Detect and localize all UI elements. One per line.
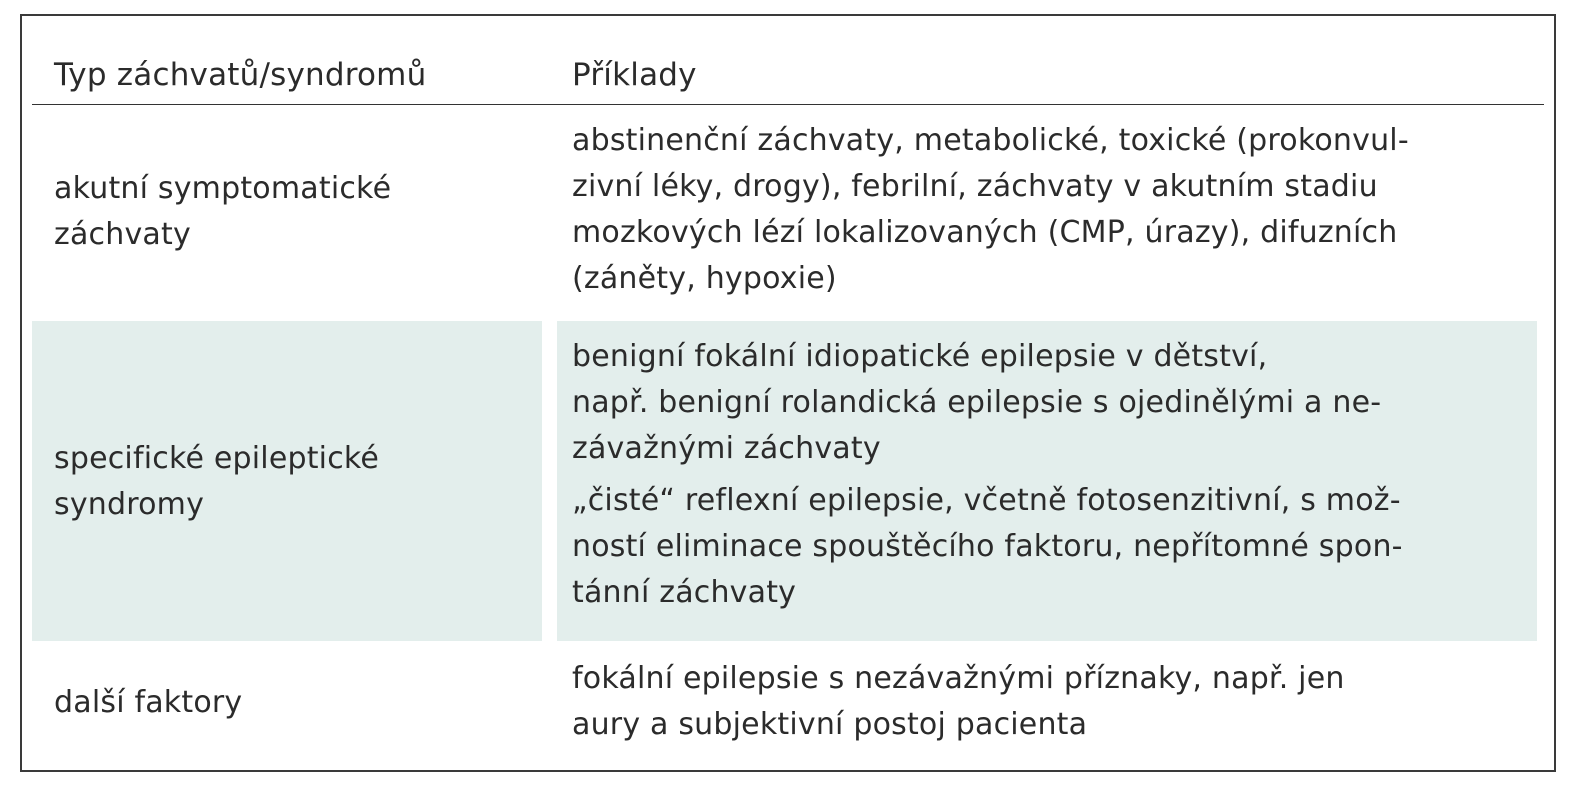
table-frame: [20, 14, 1556, 772]
example-line: „čisté“ reflexní epilepsie, včetně fotosenzitivní, s mož-: [572, 483, 1401, 518]
row-examples: [572, 656, 1532, 748]
example-line: tánní záchvaty: [572, 575, 797, 610]
row-type-line: akutní symptomatické: [54, 171, 392, 206]
example-line: aury a subjektivní postoj pacienta: [572, 707, 1088, 742]
header-type: Typ záchvatů/syndromů: [54, 57, 427, 93]
example-line: zivní léky, drogy), febrilní, záchvaty v akutním stadiu: [572, 169, 1378, 204]
row-type-line: záchvaty: [54, 217, 191, 252]
row-type: [54, 166, 391, 258]
row-type-line: další faktory: [54, 685, 243, 720]
header-examples: Příklady: [572, 57, 697, 93]
example-line: abstinenční záchvaty, metabolické, toxické (prokonvul-: [572, 123, 1409, 158]
example-line: (záněty, hypoxie): [572, 261, 837, 296]
example-paragraph: [572, 478, 1532, 616]
row-type-line: syndromy: [54, 487, 205, 522]
row-type: [54, 436, 379, 528]
example-line: závažnými záchvaty: [572, 431, 881, 466]
example-paragraph: [572, 334, 1532, 472]
example-line: fokální epilepsie s nezávažnými příznaky, např. jen: [572, 661, 1345, 696]
example-line: ností eliminace spouštěcího faktoru, nepřítomné spon-: [572, 529, 1403, 564]
example-line: benigní fokální idiopatické epilepsie v dětství,: [572, 339, 1268, 374]
row-type: [54, 680, 242, 726]
row-examples: [572, 118, 1532, 302]
example-line: mozkových lézí lokalizovaných (CMP, úrazy), difuzních: [572, 215, 1398, 250]
example-line: např. benigní rolandická epilepsie s ojedinělými a ne-: [572, 385, 1382, 420]
row-type-line: specifické epileptické: [54, 441, 380, 476]
row-examples: [572, 334, 1532, 616]
header-divider: [32, 104, 1544, 105]
